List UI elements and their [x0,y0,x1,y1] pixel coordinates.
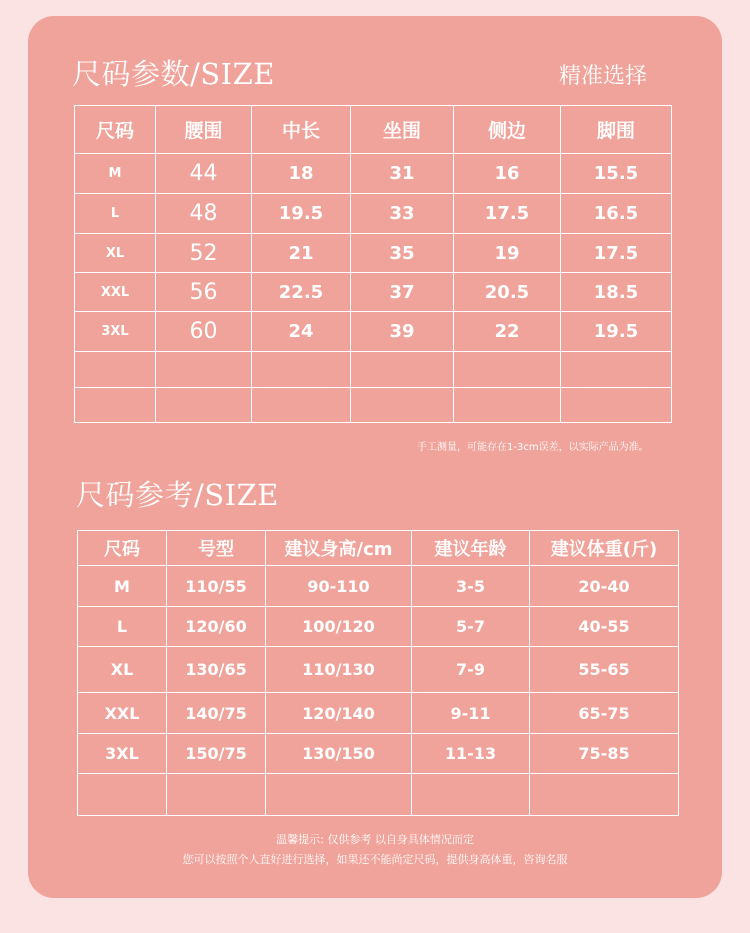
size-params-table [74,105,672,423]
size-ref-cell: 130/65 [167,647,266,693]
size-ref-cell: 100/120 [266,607,412,647]
size-params-header-cell: 坐围 [351,106,454,154]
size-params-cell: 20.5 [454,273,561,312]
size-ref-cell: M [78,566,167,607]
size-params-cell: 19.5 [252,194,351,234]
size-params-cell [156,388,252,423]
size-ref-row [78,607,679,647]
size-ref-cell: XL [78,647,167,693]
size-ref-cell: 20-40 [530,566,679,607]
tip-line-2: 您可以按照个人直好进行选择，如果还不能尚定尺码，提供身高体重，咨询名服 [182,853,568,866]
size-params-cell: 44 [156,154,252,194]
size-params-cell [351,388,454,423]
size-params-cell: 31 [351,154,454,194]
size-ref-header-cell: 号型 [167,531,266,566]
size-ref-cell: 7-9 [412,647,530,693]
size-ref-cell: 75-85 [530,734,679,774]
size-params-row [75,388,672,423]
size-params-header-cell: 腰围 [156,106,252,154]
size-ref-cell: 65-75 [530,693,679,734]
size-params-cell: 18 [252,154,351,194]
size-params-cell [561,352,672,388]
size-ref-cell: 120/60 [167,607,266,647]
size-ref-title: 尺码参考/SIZE [76,478,279,512]
size-ref-header-cell: 建议年龄 [412,531,530,566]
size-params-cell: 21 [252,234,351,273]
size-ref-cell [167,774,266,816]
size-ref-cell: 120/140 [266,693,412,734]
size-ref-cell: 110/55 [167,566,266,607]
measurement-note: 手工测量，可能存在1-3cm误差，以实际产品为准。 [417,442,649,453]
size-params-row [75,273,672,312]
size-ref-cell: 3XL [78,734,167,774]
size-params-cell: 19 [454,234,561,273]
size-ref-cell [266,774,412,816]
size-ref-table [77,530,679,816]
size-params-title: 尺码参数/SIZE [72,57,275,91]
size-params-cell: XL [75,234,156,273]
size-ref-header-cell: 建议身高/cm [266,531,412,566]
size-ref-row [78,774,679,816]
size-params-cell: M [75,154,156,194]
size-params-header-cell: 尺码 [75,106,156,154]
size-ref-row [78,566,679,607]
size-params-cell: 60 [156,312,252,352]
size-params-cell [454,352,561,388]
size-params-row [75,312,672,352]
size-params-cell: 22 [454,312,561,352]
size-params-cell: 17.5 [454,194,561,234]
size-ref-header-cell: 尺码 [78,531,167,566]
size-params-row [75,194,672,234]
size-params-row [75,352,672,388]
size-params-cell [252,388,351,423]
size-params-header-row [75,106,672,154]
size-params-cell: 52 [156,234,252,273]
size-ref-cell: 5-7 [412,607,530,647]
size-params-cell [75,352,156,388]
size-params-row [75,154,672,194]
size-params-cell: 17.5 [561,234,672,273]
size-params-cell: 16 [454,154,561,194]
size-params-header-cell: 侧边 [454,106,561,154]
size-params-cell: 16.5 [561,194,672,234]
size-params-cell [75,388,156,423]
size-params-cell: L [75,194,156,234]
size-params-cell: 48 [156,194,252,234]
size-params-cell: 3XL [75,312,156,352]
size-params-cell: 37 [351,273,454,312]
size-params-cell: 15.5 [561,154,672,194]
size-params-cell: 19.5 [561,312,672,352]
size-ref-cell: 110/130 [266,647,412,693]
size-ref-cell [78,774,167,816]
size-params-subtitle: 精准选择 [559,64,648,89]
size-ref-cell: XXL [78,693,167,734]
size-ref-header-cell: 建议体重(斤) [530,531,679,566]
size-ref-row [78,647,679,693]
size-ref-header-row [78,531,679,566]
size-params-cell: 56 [156,273,252,312]
size-ref-cell [530,774,679,816]
size-params-cell [561,388,672,423]
size-ref-cell [412,774,530,816]
size-params-cell: 18.5 [561,273,672,312]
size-ref-cell: 55-65 [530,647,679,693]
size-params-cell: 24 [252,312,351,352]
size-ref-cell: 11-13 [412,734,530,774]
size-ref-cell: 150/75 [167,734,266,774]
size-ref-cell: 130/150 [266,734,412,774]
size-params-cell: 39 [351,312,454,352]
size-params-cell: 22.5 [252,273,351,312]
size-params-row [75,234,672,273]
size-params-header-cell: 中长 [252,106,351,154]
size-params-cell: 35 [351,234,454,273]
size-params-cell [351,352,454,388]
size-ref-cell: 3-5 [412,566,530,607]
size-params-cell [252,352,351,388]
size-params-cell [156,352,252,388]
size-ref-row [78,734,679,774]
size-params-cell [454,388,561,423]
size-ref-row [78,693,679,734]
size-params-cell: 33 [351,194,454,234]
size-ref-cell: 90-110 [266,566,412,607]
size-ref-cell: L [78,607,167,647]
size-params-header-cell: 脚围 [561,106,672,154]
size-ref-cell: 140/75 [167,693,266,734]
size-ref-cell: 40-55 [530,607,679,647]
size-ref-cell: 9-11 [412,693,530,734]
size-params-cell: XXL [75,273,156,312]
tip-line-1: 温馨提示: 仅供参考 以自身具体情况而定 [276,833,474,846]
